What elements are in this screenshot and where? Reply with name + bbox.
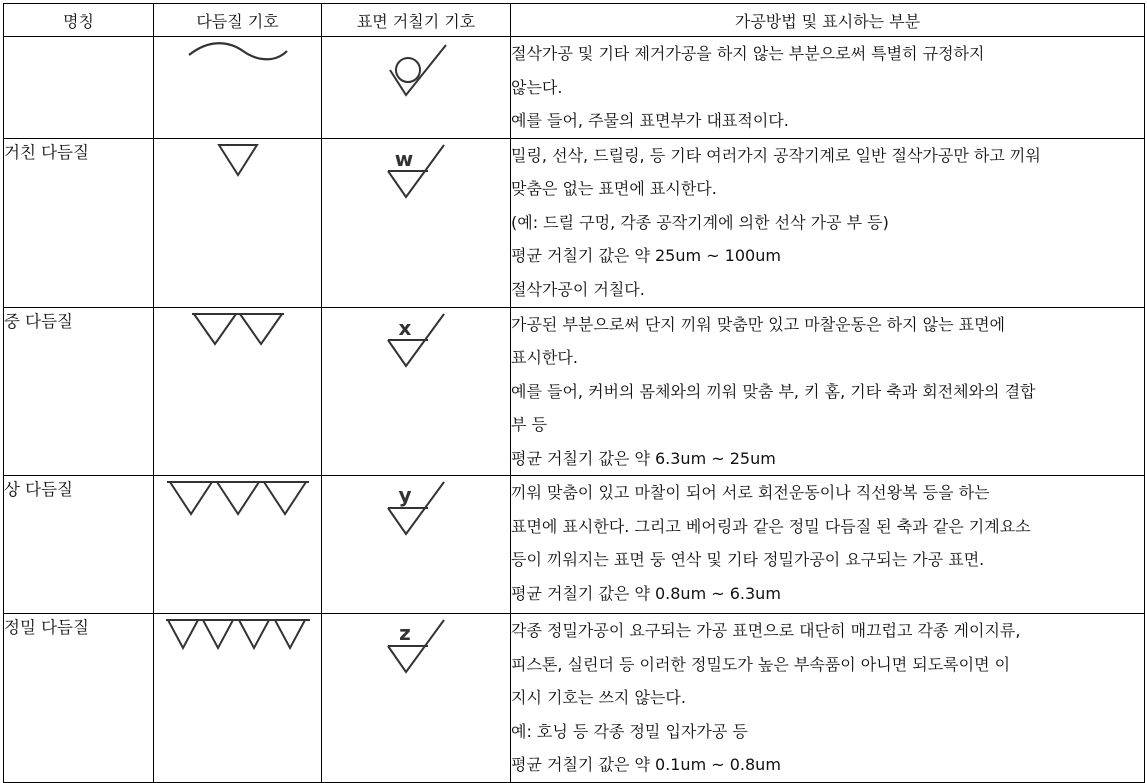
- double-triangle-icon: [188, 308, 288, 348]
- desc-line: 끼워 맞춤이 있고 마찰이 되어 서로 회전운동이나 직선왕복 등을 하는: [511, 483, 990, 502]
- row-name: 상 다듬질: [4, 476, 154, 614]
- desc-line: 맞춤은 없는 표면에 표시한다.: [511, 179, 717, 198]
- desc-line: 평균 거칠기 값은 약 0.8um ~ 6.3um: [511, 583, 781, 603]
- desc-line: 평균 거칠기 값은 약 25um ~ 100um: [511, 246, 781, 265]
- desc-line: 지시 기호는 쓰지 않는다.: [511, 688, 686, 707]
- desc-line: 절삭가공 및 기타 제거가공을 하지 않는 부분으로써 특별히 규정하지: [511, 44, 985, 63]
- checkmark-z-icon: [376, 614, 456, 684]
- checkmark-x-icon: [376, 308, 456, 378]
- desc-line: 가공된 부분으로써 단지 끼워 맞춤만 있고 마찰운동은 하지 않는 표면에: [511, 314, 1005, 334]
- circle-checkmark-icon: [376, 37, 456, 107]
- desc-line: 예를 들어, 주물의 표면부가 대표적이다.: [511, 111, 789, 130]
- desc-line: 않는다.: [511, 77, 563, 97]
- header-roughness-symbol: 표면 거칠기 기호: [322, 4, 511, 37]
- table-row: [4, 614, 1145, 783]
- svg-text:z: z: [399, 621, 411, 645]
- checkmark-w-icon: [376, 139, 456, 209]
- header-finish-symbol: 다듬질 기호: [154, 4, 322, 37]
- row-name: 거친 다듬질: [4, 138, 154, 307]
- table-row: [4, 307, 1145, 476]
- desc-line: 평균 거칠기 값은 약 6.3um ~ 25um: [511, 448, 776, 468]
- desc-line: 밀링, 선삭, 드릴링, 등 기타 여러가지 공작기계로 일반 절삭가공만 하고 끼워: [511, 145, 1041, 165]
- single-triangle-icon: [213, 139, 263, 179]
- table-row: [4, 476, 1145, 614]
- desc-line: 예를 들어, 커버의 몸체와의 끼워 맞춤 부, 키 홈, 기타 축과 회전체와의 결합: [511, 381, 1036, 401]
- table-row: [4, 37, 1145, 139]
- desc-line: 표면에 표시한다. 그리고 베어링과 같은 정밀 다듬질 된 축과 같은 기계요소: [511, 516, 1031, 536]
- row-name: 정밀 다듬질: [4, 614, 154, 783]
- desc-line: 절삭가공이 거칠다.: [511, 279, 645, 299]
- header-name: 명칭: [4, 4, 154, 37]
- svg-text:w: w: [394, 146, 414, 171]
- desc-line: 등이 끼워지는 표면 둥 연삭 및 기타 정밀가공이 요구되는 가공 표면.: [511, 550, 985, 569]
- desc-line: 각종 정밀가공이 요구되는 가공 표면으로 대단히 매끄럽고 각종 게이지류,: [511, 621, 1021, 640]
- row-name: [4, 37, 154, 139]
- svg-text:x: x: [398, 315, 412, 340]
- table-row: [4, 138, 1145, 307]
- triple-triangle-icon: [163, 476, 313, 520]
- wavy-line-icon: [183, 37, 293, 67]
- checkmark-y-icon: [376, 476, 456, 546]
- row-name: 중 다듬질: [4, 307, 154, 476]
- header-row: [4, 4, 1145, 37]
- header-method: 가공방법 및 표시하는 부분: [511, 4, 1145, 37]
- quadruple-triangle-icon: [163, 614, 313, 654]
- desc-line: 평균 거칠기 값은 약 0.1um ~ 0.8um: [511, 755, 781, 774]
- desc-line: (예: 드릴 구멍, 각종 공작기계에 의한 선삭 가공 부 등): [511, 212, 889, 232]
- desc-line: 예: 호닝 등 각종 정밀 입자가공 등: [511, 721, 748, 741]
- surface-finish-table: [3, 3, 1145, 783]
- desc-line: 부 등: [511, 415, 547, 434]
- desc-line: 피스톤, 실린더 등 이러한 정밀도가 높은 부속품이 아니면 되도록이면 이: [511, 654, 1011, 674]
- desc-line: 표시한다.: [511, 348, 578, 367]
- svg-text:y: y: [398, 483, 412, 507]
